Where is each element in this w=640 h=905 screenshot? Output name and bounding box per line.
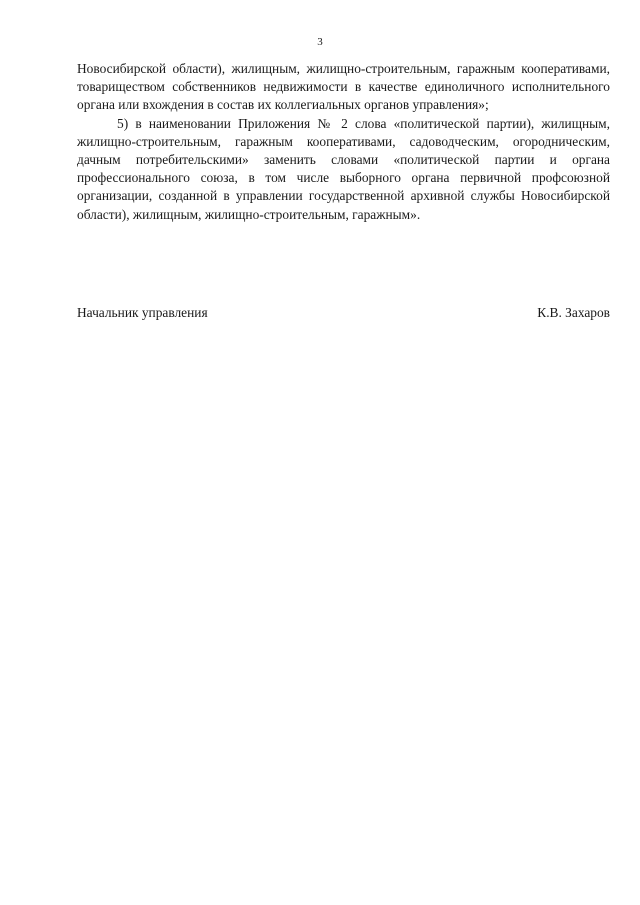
signature-block [77, 304, 610, 322]
paragraph-continuation: Новосибирской области), жилищным, жилищно-строительным, гаражным кооперативами, товариществом собственников недвижимости в качестве единоличного исполнительного органа или вхождения в состав их коллегиальных органов управления»; [77, 61, 610, 113]
signatory-position: Начальник управления [77, 305, 208, 320]
document-body [77, 60, 610, 224]
signatory-name: К.В. Захаров [537, 305, 610, 320]
page-number: 3 [317, 36, 323, 48]
paragraph-item-5: 5) в наименовании Приложения № 2 слова «политической партии), жилищным, жилищно-строительным, гаражным кооперативами, садоводческим, огородническим, дачным потребительскими» заменить словами «политической партии и органа профессионального союза, в том числе выборного органа первичной профсоюзной организации, созданной в управлении государственной архивной службы Новосибирской области), жилищным, жилищно-строительным, гаражным». [77, 115, 610, 222]
